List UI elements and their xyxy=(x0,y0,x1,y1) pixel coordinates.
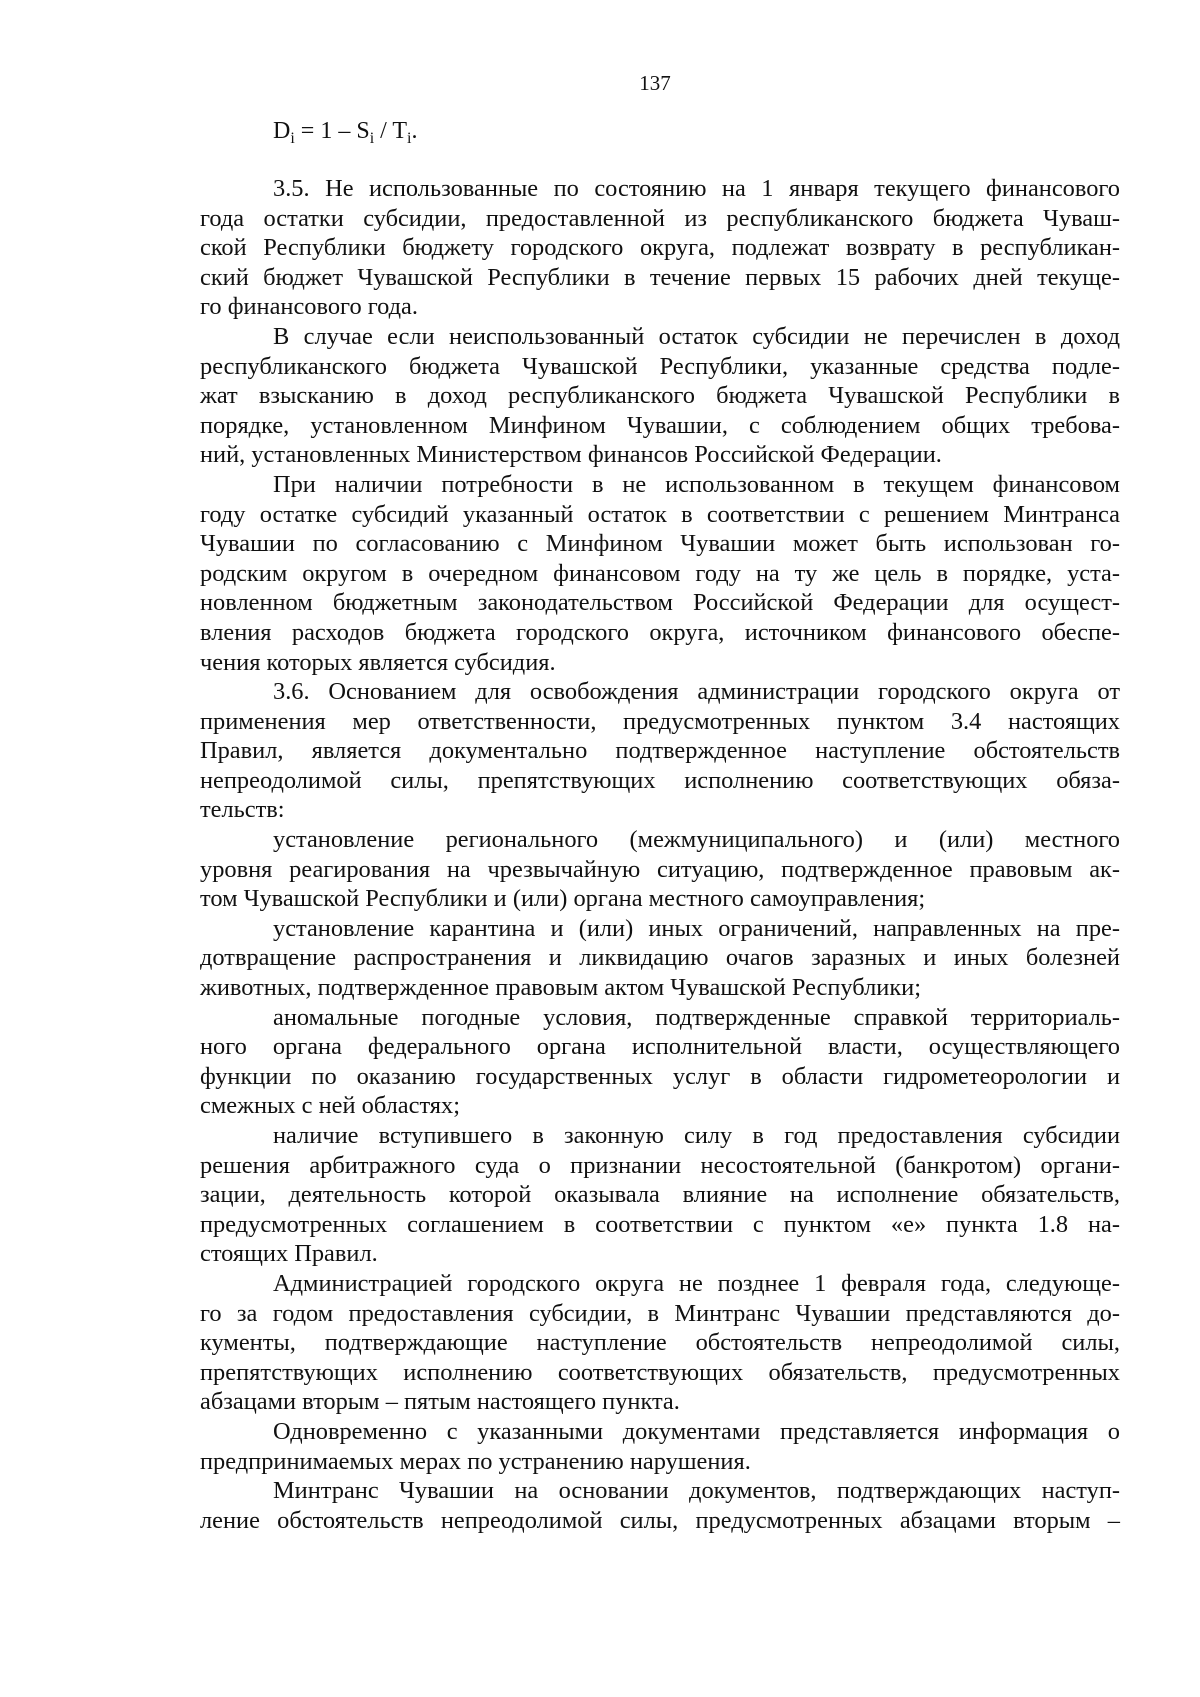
text-line: новленном бюджетным законодательством Российской Федерации для осущест- xyxy=(200,589,1120,617)
text-line: ский бюджет Чувашской Республики в течение первых 15 рабочих дней текуще- xyxy=(200,263,1120,291)
text-line: предпринимаемых мерах по устранению нарушения. xyxy=(200,1447,751,1475)
text-line: родским округом в очередном финансовом году на ту же цель в порядке, уста- xyxy=(200,559,1120,587)
paragraph xyxy=(200,914,1120,1003)
text-line: Одновременно с указанными документами представляется информация о xyxy=(273,1417,1120,1445)
text-line: ской Республики бюджету городского округа, подлежат возврату в республикан- xyxy=(200,234,1120,262)
text-line: дотвращение распространения и ликвидацию очагов заразных и иных болезней xyxy=(200,944,1120,972)
text-line: установление регионального (межмуниципального) и (или) местного xyxy=(273,826,1120,854)
formula-subscript: i xyxy=(369,130,375,147)
text-line: ного органа федерального органа исполнительной власти, осуществляющего xyxy=(200,1033,1120,1061)
text-line: применения мер ответственности, предусмотренных пунктом 3.4 настоящих xyxy=(200,707,1120,735)
text-line: порядке, установленном Минфином Чувашии, с соблюдением общих требова- xyxy=(200,411,1120,439)
page-number: 137 xyxy=(639,71,671,95)
text-line: года остатки субсидии, предоставленной из республиканского бюджета Чуваш- xyxy=(200,204,1120,232)
text-line: функции по оказанию государственных услуг в области гидрометеорологии и xyxy=(200,1062,1120,1090)
text-line: животных, подтвержденное правовым актом Чувашской Республики; xyxy=(200,974,922,1002)
text-line: смежных с ней областях; xyxy=(200,1092,460,1120)
text-line: стоящих Правил. xyxy=(200,1240,378,1268)
paragraph xyxy=(200,825,1120,914)
text-line: непреодолимой силы, препятствующих исполнению соответствующих обяза- xyxy=(200,766,1120,794)
formula-subscript: i xyxy=(407,130,412,147)
text-line: препятствующих исполнению соответствующих обязательств, предусмотренных xyxy=(200,1358,1120,1386)
formula-middle: = 1 – S xyxy=(294,118,370,144)
text-line: кументы, подтверждающие наступление обстоятельств непреодолимой силы, xyxy=(200,1329,1120,1357)
paragraph xyxy=(200,174,1120,322)
text-line: го финансового года. xyxy=(200,293,418,321)
formula-subscript: i xyxy=(290,130,295,147)
paragraph xyxy=(200,677,1120,825)
document-body xyxy=(200,174,1120,1535)
text-line: установление карантина и (или) иных ограничений, направленных на пре- xyxy=(273,914,1120,942)
text-line: В случае если неиспользованный остаток субсидии не перечислен в доход xyxy=(273,322,1120,350)
formula-slash: / T xyxy=(374,118,408,144)
formula xyxy=(273,116,418,146)
text-line: ний, установленных Министерством финансов Российской Федерации. xyxy=(200,441,942,469)
text-line: При наличии потребности в не использованном в текущем финансовом xyxy=(273,470,1120,498)
text-line: Администрацией городского округа не позднее 1 февраля года, следующе- xyxy=(273,1269,1120,1297)
text-line: наличие вступившего в законную силу в год предоставления субсидии xyxy=(273,1122,1120,1149)
text-line: Чувашии по согласованию с Минфином Чувашии может быть использован го- xyxy=(200,530,1120,558)
text-line: ление обстоятельств непреодолимой силы, предусмотренных абзацами вторым – xyxy=(200,1506,1120,1534)
text-line: республиканского бюджета Чувашской Республики, указанные средства подле- xyxy=(200,352,1120,380)
text-line: решения арбитражного суда о признании несостоятельной (банкротом) органи- xyxy=(200,1151,1120,1179)
formula-end: . xyxy=(411,118,418,144)
text-line: тельств: xyxy=(200,796,285,824)
paragraph xyxy=(200,1003,1120,1121)
text-line: жат взысканию в доход республиканского бюджета Чувашской Республики в xyxy=(200,382,1120,410)
text-line: вления расходов бюджета городского округа, источником финансового обеспе- xyxy=(200,618,1120,646)
text-line: уровня реагирования на чрезвычайную ситуацию, подтвержденное правовым ак- xyxy=(200,855,1120,883)
text-line: Минтранс Чувашии на основании документов, подтверждающих наступ- xyxy=(273,1477,1120,1505)
formula-d: D xyxy=(273,118,291,144)
text-line: 3.6. Основанием для освобождения администрации городского округа от xyxy=(273,678,1120,706)
text-line: том Чувашской Республики и (или) органа местного самоуправления; xyxy=(200,885,926,913)
text-line: зации, деятельность которой оказывала влияние на исполнение обязательств, xyxy=(200,1181,1120,1209)
text-line: 3.5. Не использованные по состоянию на 1 января текущего финансового xyxy=(273,175,1120,202)
text-line: абзацами вторым – пятым настоящего пункта. xyxy=(200,1388,680,1416)
paragraph xyxy=(200,470,1120,677)
paragraph xyxy=(200,1121,1120,1269)
paragraph xyxy=(200,322,1120,470)
text-line: аномальные погодные условия, подтвержденные справкой территориаль- xyxy=(273,1003,1120,1031)
text-line: го за годом предоставления субсидии, в Минтранс Чувашии представляются до- xyxy=(200,1299,1120,1327)
paragraph xyxy=(200,1417,1120,1476)
text-line: чения которых является субсидия. xyxy=(200,648,556,676)
text-line: году остатке субсидий указанный остаток в соответствии с решением Минтранса xyxy=(200,500,1120,528)
text-line: предусмотренных соглашением в соответствии с пунктом «е» пункта 1.8 на- xyxy=(200,1210,1120,1238)
text-line: Правил, является документально подтвержденное наступление обстоятельств xyxy=(200,737,1120,765)
paragraph xyxy=(200,1476,1120,1535)
paragraph xyxy=(200,1269,1120,1417)
